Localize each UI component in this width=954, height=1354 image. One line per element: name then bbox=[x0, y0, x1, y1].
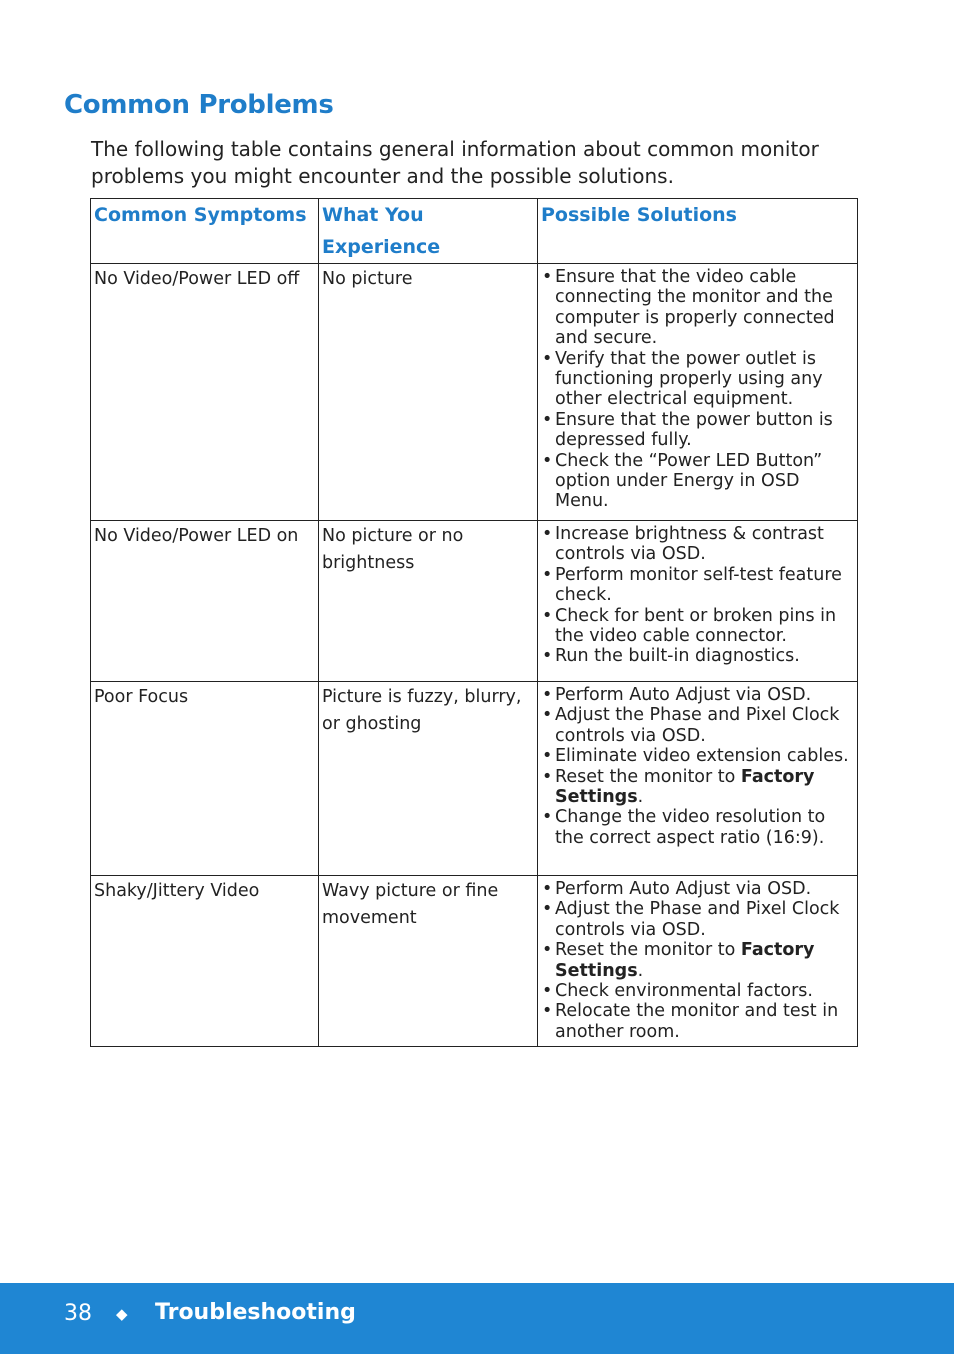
solutions-list bbox=[542, 267, 853, 512]
solution-item: • Perform Auto Adjust via OSD. bbox=[542, 879, 853, 899]
solution-item: • Increase brightness & contrast controls via OSD. bbox=[542, 524, 853, 565]
factory-settings-emphasis: Factory Settings bbox=[555, 766, 815, 808]
solution-item: • Change the video resolution to the correct aspect ratio (16:9). bbox=[542, 807, 853, 848]
solutions-list bbox=[542, 879, 853, 1042]
header-common-symptoms: Common Symptoms bbox=[91, 199, 319, 264]
symptom-cell: No Video/Power LED on bbox=[91, 521, 319, 682]
solutions-list bbox=[542, 685, 853, 848]
solution-item: • Adjust the Phase and Pixel Clock controls via OSD. bbox=[542, 705, 853, 746]
solution-item: • Ensure that the power button is depressed fully. bbox=[542, 410, 853, 451]
solutions-cell bbox=[538, 876, 858, 1047]
intro-paragraph: The following table contains general information about common monitor problems you might encounter and the possible solutions. bbox=[91, 137, 819, 188]
solution-text: . bbox=[637, 787, 644, 808]
experience-cell: No picture or no brightness bbox=[319, 521, 538, 682]
symptom-cell: No Video/Power LED off bbox=[91, 264, 319, 521]
solution-text: . bbox=[637, 960, 644, 981]
solutions-cell bbox=[538, 264, 858, 521]
page-footer bbox=[0, 1283, 954, 1354]
solution-text: Reset the monitor to bbox=[555, 766, 741, 787]
solution-item: • Perform Auto Adjust via OSD. bbox=[542, 685, 853, 705]
solution-item: • Perform monitor self-test feature check. bbox=[542, 565, 853, 606]
page-number: 38 bbox=[64, 1301, 92, 1326]
table-row bbox=[91, 264, 858, 521]
table-row bbox=[91, 682, 858, 876]
solution-item-factory-reset bbox=[542, 940, 853, 981]
symptom-cell: Shaky/Jittery Video bbox=[91, 876, 319, 1047]
header-possible-solutions: Possible Solutions bbox=[538, 199, 858, 264]
experience-cell: No picture bbox=[319, 264, 538, 521]
solutions-cell bbox=[538, 682, 858, 876]
symptom-cell: Poor Focus bbox=[91, 682, 319, 876]
page-title: Common Problems bbox=[64, 90, 334, 120]
solution-item: • Run the built-in diagnostics. bbox=[542, 646, 853, 666]
solutions-list bbox=[542, 524, 853, 667]
common-problems-table bbox=[90, 198, 858, 1047]
header-what-you-experience: What You Experience bbox=[319, 199, 538, 264]
solution-item: • Check environmental factors. bbox=[542, 981, 853, 1001]
experience-cell: Picture is fuzzy, blurry, or ghosting bbox=[319, 682, 538, 876]
solution-item: • Eliminate video extension cables. bbox=[542, 746, 853, 766]
solution-item: • Check the “Power LED Button” option under Energy in OSD Menu. bbox=[542, 451, 853, 512]
solutions-cell bbox=[538, 521, 858, 682]
diamond-icon: ◆ bbox=[116, 1305, 128, 1323]
solution-text: Reset the monitor to bbox=[555, 940, 741, 961]
factory-settings-emphasis: Factory Settings bbox=[555, 940, 815, 981]
solution-item: • Verify that the power outlet is functioning properly using any other electrical equipment. bbox=[542, 349, 853, 410]
table-header-row bbox=[91, 199, 858, 264]
solution-item: • Check for bent or broken pins in the video cable connector. bbox=[542, 606, 853, 647]
solution-item-factory-reset bbox=[542, 767, 853, 808]
experience-cell: Wavy picture or fine movement bbox=[319, 876, 538, 1047]
solution-item: • Relocate the monitor and test in another room. bbox=[542, 1001, 853, 1042]
table-row bbox=[91, 521, 858, 682]
footer-section-title: Troubleshooting bbox=[155, 1300, 356, 1325]
table-row bbox=[91, 876, 858, 1047]
solution-item: • Adjust the Phase and Pixel Clock controls via OSD. bbox=[542, 899, 853, 940]
solution-item: • Ensure that the video cable connecting the monitor and the computer is properly connected and secure. bbox=[542, 267, 853, 349]
